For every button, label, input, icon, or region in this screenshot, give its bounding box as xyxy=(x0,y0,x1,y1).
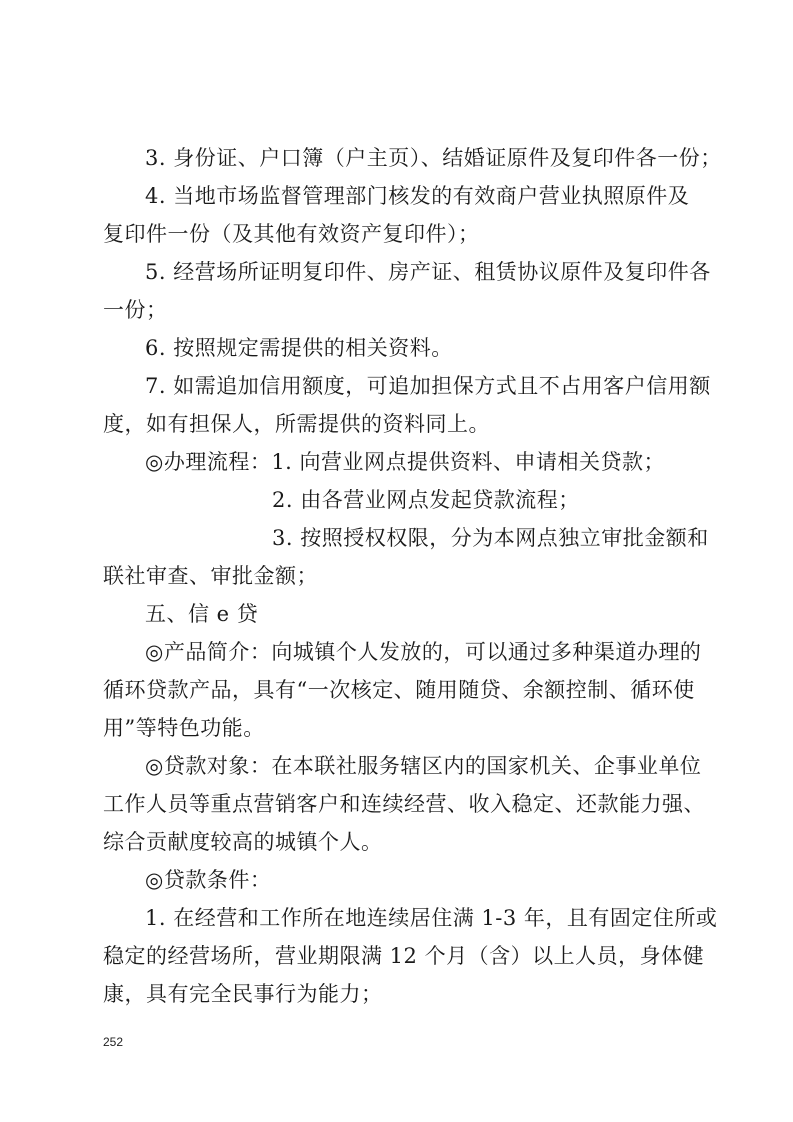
text-line: 循环贷款产品，具有“一次核定、随用随贷、余额控制、循环使 xyxy=(103,678,695,702)
text-line: 2. 由各营业网点发起贷款流程； xyxy=(272,488,580,512)
text-line: 3. 按照授权权限，分为本网点独立审批金额和 xyxy=(272,526,709,550)
text-line: ◎办理流程：1. 向营业网点提供资料、申请相关贷款； xyxy=(145,450,666,474)
text-line: 稳定的经营场所，营业期限满 12 个月（含）以上人员，身体健 xyxy=(103,944,705,968)
text-line: 康，具有完全民事行为能力； xyxy=(103,982,383,1006)
text-line: 复印件一份（及其他有效资产复印件）； xyxy=(103,222,480,246)
text-line: ◎产品简介：向城镇个人发放的，可以通过多种渠道办理的 xyxy=(145,640,702,664)
text-line: 4. 当地市场监督管理部门核发的有效商户营业执照原件及 xyxy=(145,184,690,208)
text-line: 1. 在经营和工作所在地连续居住满 1-3 年，且有固定住所或 xyxy=(145,906,718,930)
text-line: 工作人员等重点营销客户和连续经营、收入稳定、还款能力强、 xyxy=(103,792,705,816)
text-line: ◎贷款对象：在本联社服务辖区内的国家机关、企事业单位 xyxy=(145,754,702,778)
text-line: 用”等特色功能。 xyxy=(103,716,265,740)
text-line: 联社审查、审批金额； xyxy=(103,564,318,588)
page-number: 252 xyxy=(103,1035,124,1049)
text-line: 7. 如需追加信用额度，可追加担保方式且不占用客户信用额 xyxy=(145,374,711,398)
text-line: 综合贡献度较高的城镇个人。 xyxy=(103,830,383,854)
text-line: 6. 按照规定需提供的相关资料。 xyxy=(145,336,453,360)
text-line: 一份； xyxy=(103,298,168,322)
text-line: ◎贷款条件： xyxy=(145,868,272,892)
text-line: 5. 经营场所证明复印件、房产证、租赁协议原件及复印件各 xyxy=(145,260,711,284)
text-line: 度，如有担保人，所需提供的资料同上。 xyxy=(103,412,490,436)
section-heading: 五、信 e 贷 xyxy=(145,602,259,626)
text-line: 3. 身份证、户口簿（户主页）、结婚证原件及复印件各一份； xyxy=(145,146,722,170)
